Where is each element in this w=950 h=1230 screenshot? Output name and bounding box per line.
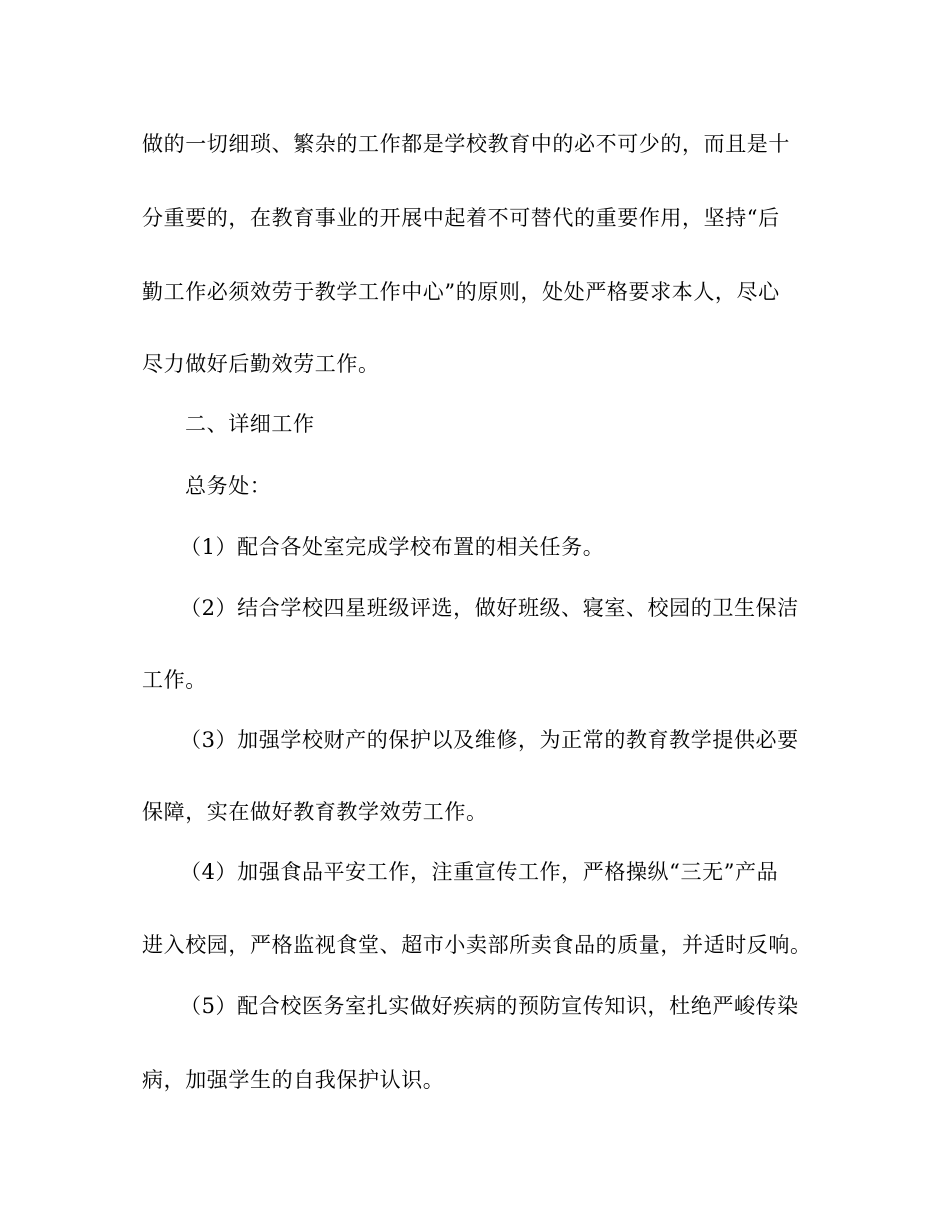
list-item-continuation: 病，加强学生的自我保护认识。 [142, 1068, 445, 1092]
list-item: （3）加强学校财产的保护以及维修，为正常的教育教学提供必要 [180, 728, 799, 752]
paragraph-line: 尽力做好后勤效劳工作。 [142, 352, 380, 376]
list-item: （4）加强食品平安工作，注重宣传工作，严格操纵“三无”产品 [180, 860, 779, 884]
list-item: （2）结合学校四星班级评选，做好班级、寝室、校园的卫生保洁 [180, 596, 799, 620]
list-item-continuation: 工作。 [142, 668, 207, 692]
subsection-heading: 总务处： [185, 474, 272, 498]
list-item-continuation: 进入校园，严格监视食堂、超市小卖部所卖食品的质量，并适时反响。 [142, 933, 812, 957]
paragraph-line: 做的一切细琐、繁杂的工作都是学校教育中的必不可少的，而且是十 [142, 132, 790, 156]
list-item: （5）配合校医务室扎实做好疾病的预防宣传知识，杜绝严峻传染 [180, 994, 799, 1018]
paragraph-line: 分重要的，在教育事业的开展中起着不可替代的重要作用，坚持“后 [142, 206, 780, 230]
section-heading: 二、详细工作 [185, 412, 315, 436]
list-item: （1）配合各处室完成学校布置的相关任务。 [180, 535, 605, 559]
list-item-continuation: 保障，实在做好教育教学效劳工作。 [142, 800, 488, 824]
paragraph-line: 勤工作必须效劳于教学工作中心”的原则，处处严格要求本人，尽心 [142, 280, 780, 304]
